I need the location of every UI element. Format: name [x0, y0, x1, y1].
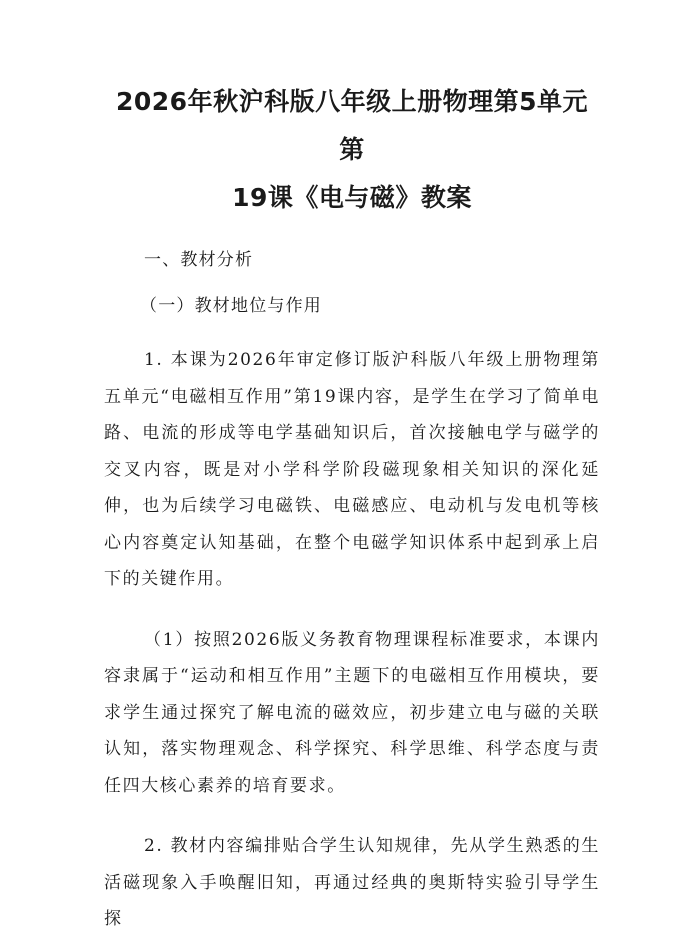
section-heading-teaching-material-analysis: 一、教材分析: [144, 250, 254, 270]
paragraph-1: 1. 本课为2026年审定修订版沪科版八年级上册物理第五单元“电磁相互作用”第19课内容，是学生在学习了简单电路、电流的形成等电学基础知识后，首次接触电学与磁学的交叉内容，既是对小学科学阶段磁现象相关知识的深化延伸，也为后续学习电磁铁、电磁感应、电动机与发电机等核心内容奠定认知基础，在整个电磁学知识体系中起到承上启下的关键作用。: [104, 350, 600, 589]
paragraph-2: （1）按照2026版义务教育物理课程标准要求，本课内容隶属于“运动和相互作用”主题下的电磁相互作用模块，要求学生通过探究了解电流的磁效应，初步建立电与磁的关联认知，落实物理观念、科学探究、科学思维、科学态度与责任四大核心素养的培育要求。: [104, 629, 600, 796]
subsection-heading-position-and-role: （一）教材地位与作用: [140, 296, 322, 316]
paragraph-3: 2. 教材内容编排贴合学生认知规律，先从学生熟悉的生活磁现象入手唤醒旧知，再通过经典的奥斯特实验引导学生探: [104, 836, 600, 929]
title-line-1: 2026年秋沪科版八年级上册物理第5单元第: [116, 87, 588, 164]
title-line-2: 19课《电与磁》教案: [232, 183, 472, 212]
document-title: [104, 78, 600, 222]
